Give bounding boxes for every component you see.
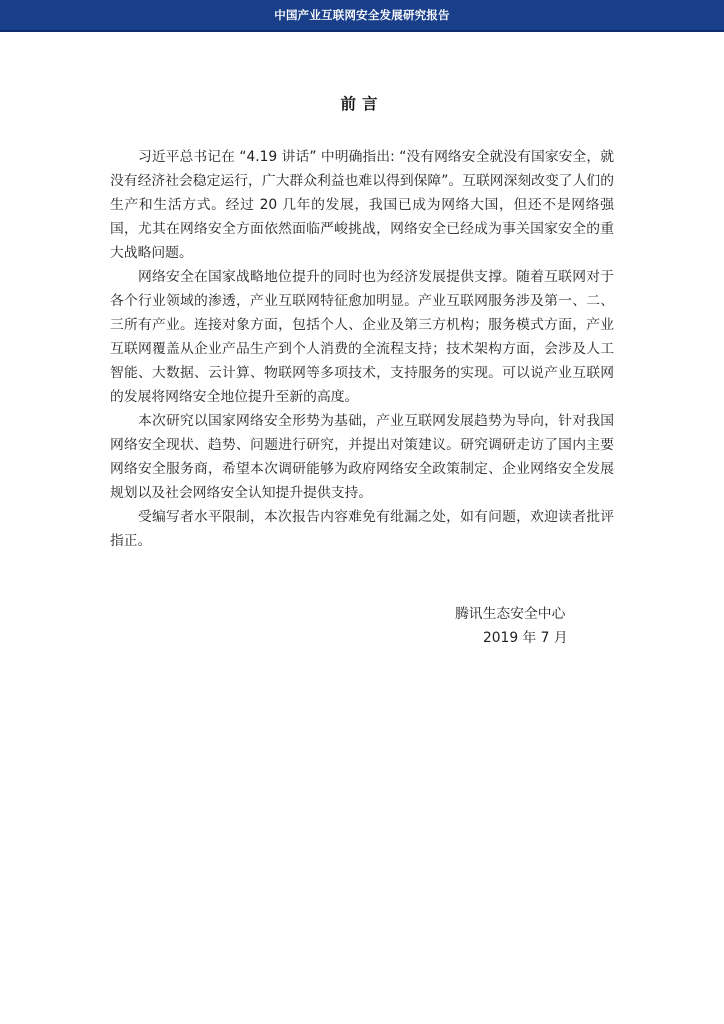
report-header-title: 中国产业互联网安全发展研究报告 xyxy=(274,8,450,22)
paragraph-3: 本次研究以国家网络安全形势为基础，产业互联网发展趋势为导向，针对我国网络安全现状、趋势、问题进行研究，并提出对策建议。研究调研走访了国内主要网络安全服务商，希望本次调研能够为政府网络安全政策制定、企业网络安全发展规划以及社会网络安全认知提升提供支持。 xyxy=(110,413,614,501)
paragraph-1: 习近平总书记在 “4.19 讲话” 中明确指出: “没有网络安全就没有国家安全，就没有经济社会稳定运行，广大群众利益也难以得到保障”。互联网深刻改变了人们的生产和生活方式。经过 20 几年的发展，我国已成为网络大国，但还不是网络强国，尤其在网络安全方面依然面临严峻挑战，网络安全已经成为事关国家安全的重大战略问题。 xyxy=(110,149,614,261)
preface-body xyxy=(110,145,614,553)
signature-block xyxy=(455,602,595,650)
signature-date: 2019 年 7 月 xyxy=(483,630,568,646)
paragraph-2: 网络安全在国家战略地位提升的同时也为经济发展提供支撑。随着互联网对于各个行业领域的渗透，产业互联网特征愈加明显。产业互联网服务涉及第一、二、三所有产业。连接对象方面，包括个人、企业及第三方机构；服务模式方面，产业互联网覆盖从企业产品生产到个人消费的全流程支持；技术架构方面，会涉及人工智能、大数据、云计算、物联网等多项技术，支持服务的实现。可以说产业互联网的发展将网络安全地位提升至新的高度。 xyxy=(110,269,614,405)
page-title: 前言 xyxy=(340,95,384,113)
signature-organization: 腾讯生态安全中心 xyxy=(455,606,566,622)
report-header-bar xyxy=(0,0,724,32)
paragraph-4: 受编写者水平限制，本次报告内容难免有纰漏之处，如有问题，欢迎读者批评指正。 xyxy=(110,509,614,549)
